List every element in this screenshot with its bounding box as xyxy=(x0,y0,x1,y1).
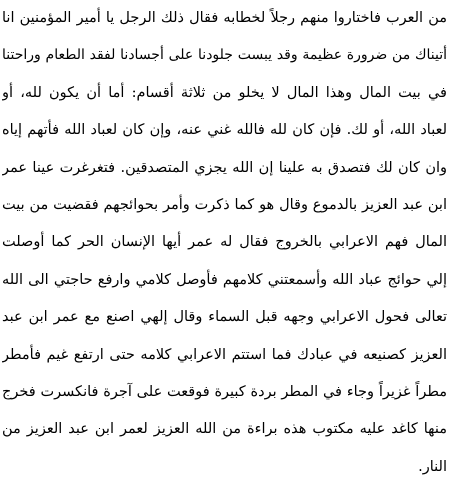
text-line-2: أتيناك من ضرورة عظيمة وقد يبست جلودنا على أجسادنا لفقد الطعام وراحتنا xyxy=(2,47,447,64)
text-line-8: إلي حوائج عباد الله وأسمعتني كلامهم فأوصل كلامي وارفع حاجتي الى الله xyxy=(2,271,447,288)
text-line-13: النار. xyxy=(418,458,447,475)
text-line-11: مطراً غزيراً وجاء في المطر بردة كبيرة فوقعت على آجرة فانكسرت فخرج xyxy=(2,383,447,400)
text-line-10: العزيز كصنيعه في عبادك فما استتم الاعرابي كلامه حتى ارتفع غيم فأمطر xyxy=(2,346,447,363)
text-line-1: من العرب فاختاروا منهم رجلاً لخطابه فقال ذلك الرجل يا أمير المؤمنين انا xyxy=(2,10,447,26)
text-line-7: المال فهم الاعرابي بالخروج فقال له عمر أيها الإنسان الحر كما أوصلت xyxy=(2,234,447,251)
text-line-3: في بيت المال وهذا المال لا يخلو من ثلاثة أقسام: أما أن يكون لله، أو xyxy=(2,84,447,101)
text-line-9: تعالى فحول الاعرابي وجهه قبل السماء وقال إلهي اصنع مع عمر ابن عبد xyxy=(2,309,447,326)
arabic-text-paragraph xyxy=(2,0,447,486)
text-line-6: ابن عبد العزيز بالدموع وقال هو كما ذكرت وأمر بحوائجهم فقضيت من بيت xyxy=(2,196,447,213)
text-line-5: وان كان لك فتصدق به علينا إن الله يجزي المتصدقين. فتغرغرت عينا عمر xyxy=(2,159,447,176)
text-line-4: لعباد الله، أو لك. فإن كان لله فالله غني عنه، وإن كان لعباد الله فأتهم إياه xyxy=(2,122,447,139)
text-line-12: منها كاغد عليه مكتوب هذه براءة من الله العزيز لعمر ابن عبد العزيز من xyxy=(2,421,447,438)
